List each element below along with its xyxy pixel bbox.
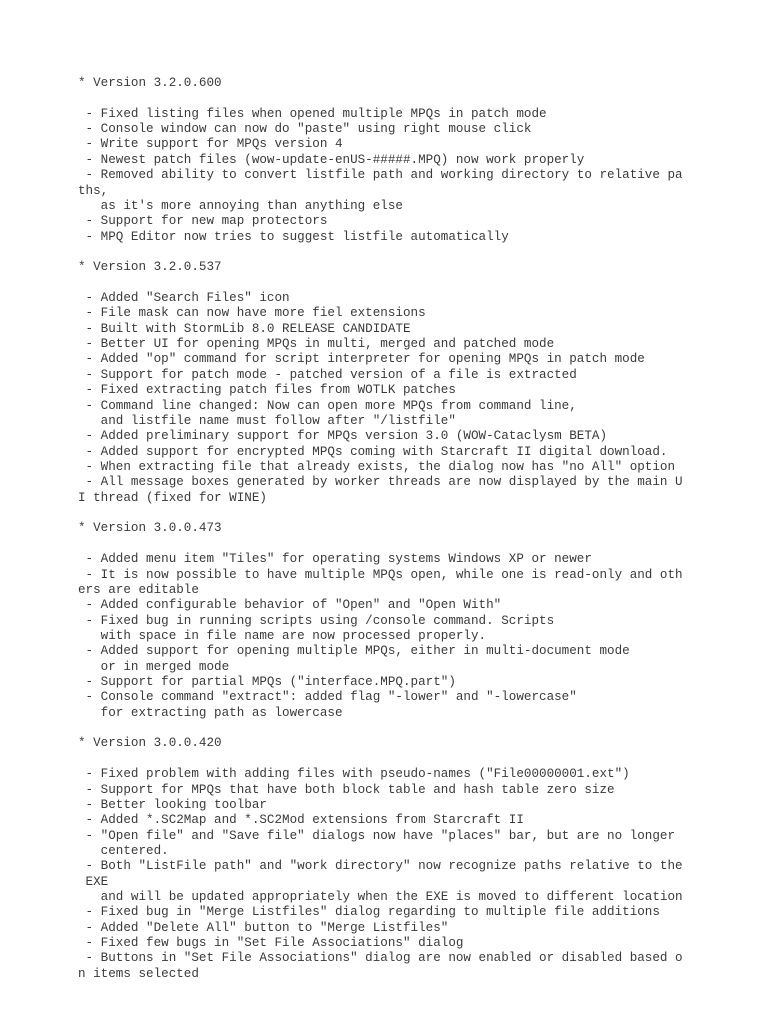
changelog-item-continuation: and listfile name must follow after "/listfile" [78, 413, 456, 428]
changelog-item-continuation: n items selected [78, 966, 199, 981]
changelog-item: - Fixed bug in "Merge Listfiles" dialog regarding to multiple file additions [78, 905, 660, 920]
changelog-item: - Fixed extracting patch files from WOTLK patches [78, 383, 456, 398]
changelog-item: - Both "ListFile path" and "work directory" now recognize paths relative to the [78, 859, 683, 874]
changelog-item: - When extracting file that already exists, the dialog now has "no All" option [78, 459, 676, 474]
version-heading: * Version 3.2.0.537 [78, 260, 222, 275]
changelog-item: - Better UI for opening MPQs in multi, merged and patched mode [78, 337, 555, 352]
changelog-item: - Buttons in "Set File Associations" dialog are now enabled or disabled based o [78, 951, 683, 966]
changelog-item: - MPQ Editor now tries to suggest listfile automatically [78, 229, 509, 244]
changelog-item: - Removed ability to convert listfile path and working directory to relative pa [78, 168, 683, 183]
changelog-item: - Support for partial MPQs ("interface.MPQ.part") [78, 675, 456, 690]
changelog-item: - Added "Search Files" icon [78, 291, 290, 306]
changelog-item: - Added configurable behavior of "Open" and "Open With" [78, 598, 502, 613]
changelog-item: - Write support for MPQs version 4 [78, 137, 343, 152]
changelog-item-continuation: or in merged mode [78, 659, 230, 674]
changelog-item-continuation: ers are editable [78, 582, 199, 597]
changelog-item-continuation: as it's more annoying than anything else [78, 198, 403, 213]
changelog-item: - Support for new map protectors [78, 214, 328, 229]
changelog-item-continuation: centered. [78, 843, 169, 858]
changelog-item: - File mask can now have more fiel extensions [78, 306, 426, 321]
changelog-text [78, 76, 683, 982]
changelog-item: - Console command "extract": added flag "-lower" and "-lowercase" [78, 690, 577, 705]
changelog-item: - Console window can now do "paste" using right mouse click [78, 122, 532, 137]
changelog-item: - Newest patch files (wow-update-enUS-#####.MPQ) now work properly [78, 152, 585, 167]
changelog-item: - Better looking toolbar [78, 797, 267, 812]
changelog-item: - Fixed listing files when opened multiple MPQs in patch mode [78, 106, 547, 121]
changelog-item: - Support for patch mode - patched version of a file is extracted [78, 367, 577, 382]
changelog-item: - All message boxes generated by worker threads are now displayed by the main U [78, 475, 683, 490]
changelog-item-continuation: for extracting path as lowercase [78, 705, 343, 720]
version-heading: * Version 3.2.0.600 [78, 76, 222, 90]
version-heading: * Version 3.0.0.420 [78, 736, 222, 751]
blank-line [78, 245, 683, 260]
changelog-item: - "Open file" and "Save file" dialogs now have "places" bar, but are no longer [78, 828, 676, 843]
changelog-item: - Added preliminary support for MPQs version 3.0 (WOW-Cataclysm BETA) [78, 429, 608, 444]
changelog-item: - Built with StormLib 8.0 RELEASE CANDIDATE [78, 321, 411, 336]
changelog-item: - Added "op" command for script interpreter for opening MPQs in patch mode [78, 352, 645, 367]
changelog-item-continuation: with space in file name are now processed properly. [78, 628, 487, 643]
changelog-item: - Added menu item "Tiles" for operating systems Windows XP or newer [78, 552, 592, 567]
version-heading: * Version 3.0.0.473 [78, 521, 222, 536]
changelog-item: - Added support for encrypted MPQs coming with Starcraft II digital download. [78, 444, 668, 459]
blank-line [78, 276, 683, 291]
blank-line [78, 91, 683, 106]
changelog-item: - Support for MPQs that have both block table and hash table zero size [78, 782, 615, 797]
changelog-item: - Fixed bug in running scripts using /console command. Scripts [78, 613, 555, 628]
blank-line [78, 537, 683, 552]
changelog-item: - Added "Delete All" button to "Merge Listfiles" [78, 920, 449, 935]
changelog-item: - Fixed problem with adding files with pseudo-names ("File00000001.ext") [78, 767, 630, 782]
blank-line [78, 752, 683, 767]
changelog-item: - Added *.SC2Map and *.SC2Mod extensions from Starcraft II [78, 813, 524, 828]
changelog-item-continuation: EXE [78, 874, 109, 889]
changelog-item: - Fixed few bugs in "Set File Associations" dialog [78, 936, 464, 951]
changelog-item-continuation: I thread (fixed for WINE) [78, 490, 267, 505]
changelog-item: - Added support for opening multiple MPQs, either in multi-document mode [78, 644, 630, 659]
changelog-item-continuation: and will be updated appropriately when the EXE is moved to different location [78, 890, 683, 905]
changelog-item-continuation: ths, [78, 183, 109, 198]
changelog-item: - It is now possible to have multiple MPQs open, while one is read-only and oth [78, 567, 683, 582]
changelog-item: - Command line changed: Now can open more MPQs from command line, [78, 398, 577, 413]
blank-line [78, 506, 683, 521]
blank-line [78, 721, 683, 736]
